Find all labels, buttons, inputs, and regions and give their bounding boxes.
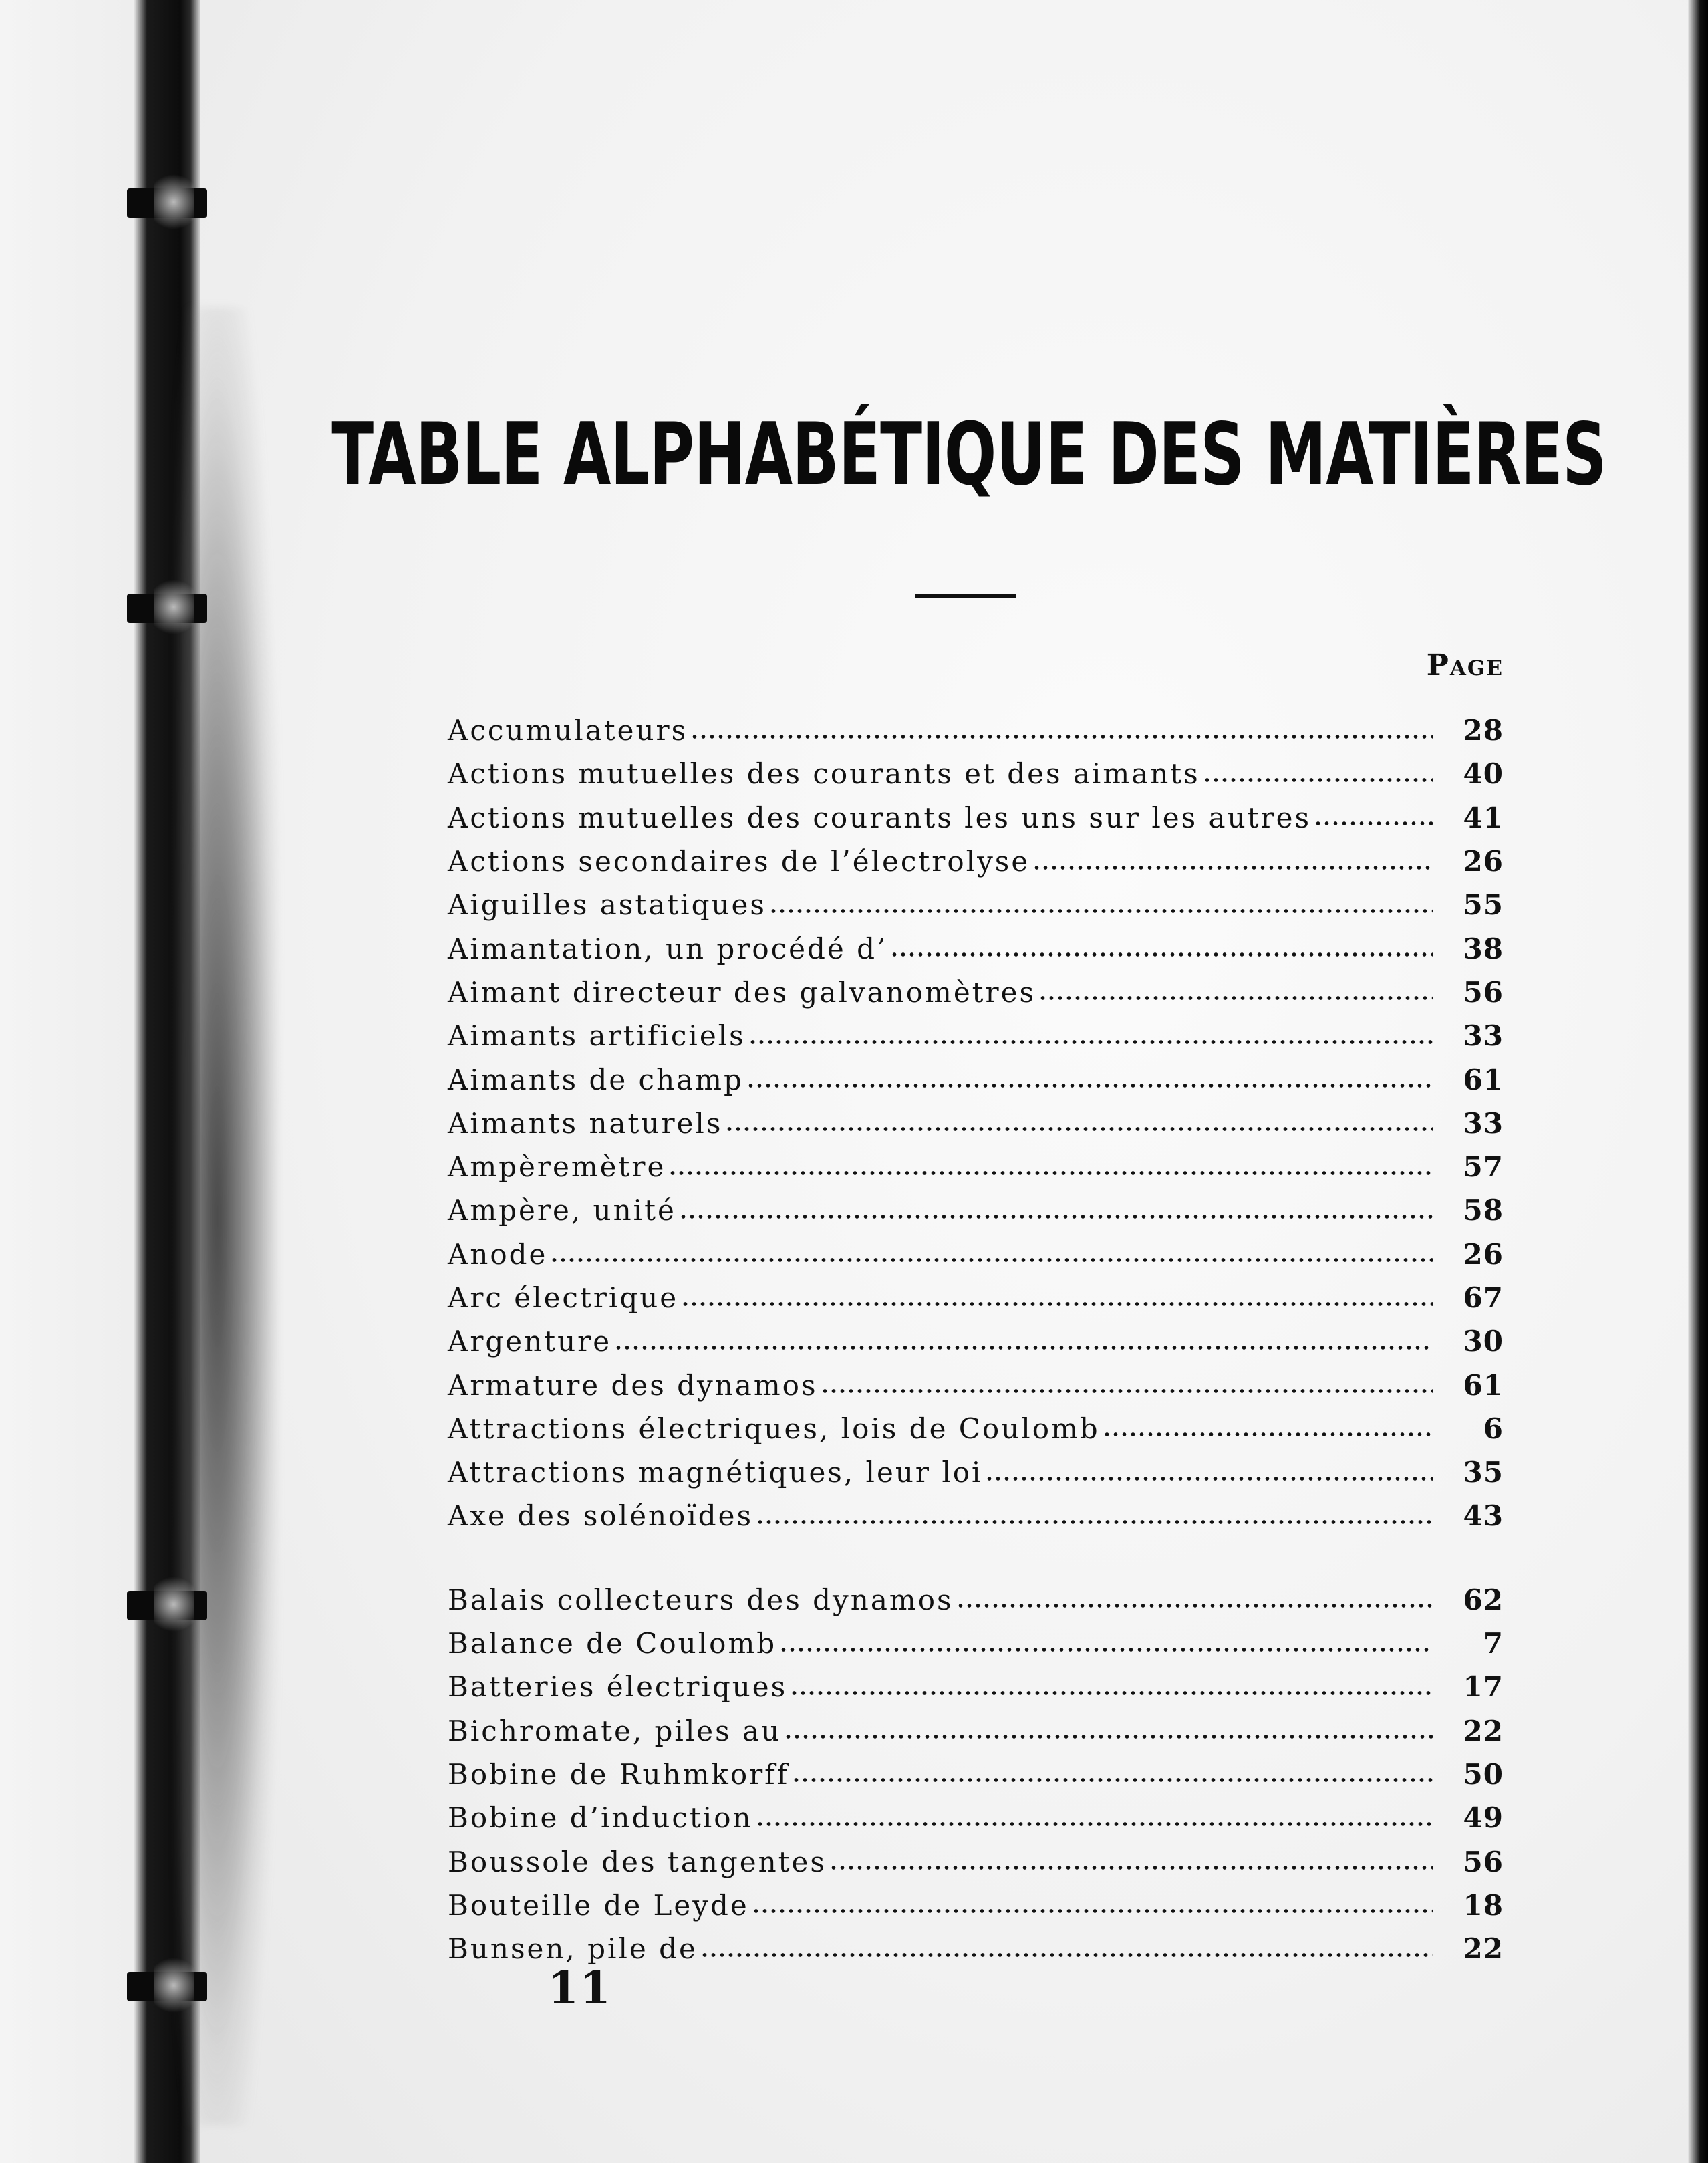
dot-leader [746, 1083, 1433, 1088]
entry-page-number: 67 [1463, 1281, 1504, 1314]
index-entry [448, 883, 1504, 926]
entry-label: Attractions électriques, lois de Coulomb [448, 1412, 1100, 1445]
index-entry [448, 1057, 1504, 1101]
page-edge-shadow [1688, 0, 1708, 2163]
entry-page-number: 6 [1483, 1412, 1504, 1445]
entry-page-number: 62 [1463, 1583, 1504, 1616]
dot-leader [756, 1519, 1433, 1525]
index-entry [448, 1102, 1504, 1145]
entry-label: Boussole des tangentes [448, 1845, 827, 1878]
dot-leader [1032, 865, 1433, 870]
entry-page-number: 38 [1463, 932, 1504, 965]
entry-label: Actions secondaires de l’électrolyse [448, 845, 1030, 878]
entry-label: Bobine d’induction [448, 1801, 753, 1835]
index-entry [448, 796, 1504, 840]
entry-page-number: 26 [1463, 1237, 1504, 1271]
index-group-b [448, 1578, 1504, 1971]
index-entry [448, 1014, 1504, 1057]
dot-leader [1103, 1432, 1433, 1437]
index-group-a [448, 709, 1504, 1538]
dot-leader [614, 1345, 1433, 1350]
entry-label: Attractions magnétiques, leur loi [448, 1456, 983, 1489]
index-entry [448, 1665, 1504, 1708]
page-column-header: Page [1426, 648, 1504, 682]
index-entry [448, 752, 1504, 795]
entry-label: Bouteille de Leyde [448, 1888, 749, 1922]
binding-thread [127, 1591, 207, 1620]
dot-leader [725, 1126, 1433, 1132]
entry-page-number: 50 [1463, 1757, 1504, 1791]
dot-leader [752, 1908, 1433, 1914]
index-entries [448, 709, 1504, 1970]
index-entry [448, 1407, 1504, 1450]
entry-page-number: 18 [1463, 1888, 1504, 1922]
index-entry [448, 926, 1504, 970]
entry-label: Aimants naturels [448, 1106, 723, 1140]
binding-thread [127, 594, 207, 623]
dot-leader [890, 952, 1433, 957]
entry-page-number: 7 [1483, 1627, 1504, 1660]
page-title: TABLE ALPHABÉTIQUE DES MATIÈRES [331, 404, 1606, 505]
index-entry [448, 1884, 1504, 1927]
dot-leader [769, 908, 1433, 914]
entry-label: Bobine de Ruhmkorff [448, 1757, 790, 1791]
index-entry [448, 1796, 1504, 1839]
index-entry [448, 1319, 1504, 1363]
entry-page-number: 57 [1463, 1150, 1504, 1184]
page-number: 11 [548, 1962, 612, 2014]
entry-page-number: 58 [1463, 1194, 1504, 1227]
index-entry [448, 1450, 1504, 1494]
index-entry [448, 1709, 1504, 1753]
dot-leader [700, 1952, 1433, 1958]
entry-page-number: 30 [1463, 1325, 1504, 1358]
entry-page-number: 43 [1463, 1499, 1504, 1533]
entry-page-number: 41 [1463, 801, 1504, 834]
dot-leader [679, 1214, 1433, 1219]
dot-leader [681, 1301, 1433, 1307]
index-entry [448, 1578, 1504, 1622]
entry-label: Ampèremètre [448, 1150, 666, 1184]
entry-page-number: 28 [1463, 714, 1504, 747]
index-entry [448, 1188, 1504, 1232]
binding-margin [0, 0, 200, 2163]
index-entry [448, 1145, 1504, 1188]
entry-label: Axe des solénoïdes [448, 1499, 754, 1533]
title-rule [915, 594, 1016, 598]
dot-leader [668, 1170, 1433, 1176]
entry-page-number: 40 [1463, 757, 1504, 791]
index-entry [448, 1494, 1504, 1537]
entry-label: Aimant directeur des galvanomètres [448, 975, 1036, 1009]
entry-page-number: 49 [1463, 1801, 1504, 1835]
entry-page-number: 61 [1463, 1063, 1504, 1096]
entry-label: Ampère, unité [448, 1194, 676, 1227]
entry-label: Actions mutuelles des courants les uns sur les autres [448, 801, 1312, 834]
entry-page-number: 33 [1463, 1019, 1504, 1053]
entry-label: Aimantation, un procédé d’ [448, 932, 888, 965]
group-spacer [448, 1538, 1504, 1578]
binding-thread [127, 188, 207, 218]
index-entry [448, 1753, 1504, 1796]
entry-page-number: 17 [1463, 1670, 1504, 1704]
entry-page-number: 56 [1463, 1845, 1504, 1878]
entry-page-number: 22 [1463, 1714, 1504, 1747]
entry-page-number: 55 [1463, 888, 1504, 922]
dot-leader [790, 1690, 1433, 1696]
entry-label: Bichromate, piles au [448, 1714, 782, 1747]
entry-label: Actions mutuelles des courants et des aimants [448, 757, 1200, 791]
dot-leader [550, 1257, 1433, 1263]
dot-leader [779, 1647, 1433, 1652]
index-entry [448, 1276, 1504, 1319]
index-entry [448, 1233, 1504, 1276]
dot-leader [784, 1734, 1433, 1739]
entry-label: Anode [448, 1237, 548, 1271]
dot-leader [690, 734, 1433, 739]
entry-label: Aimants artificiels [448, 1019, 746, 1053]
dot-leader [756, 1821, 1433, 1827]
index-entry [448, 709, 1504, 752]
entry-label: Argenture [448, 1325, 612, 1358]
entry-page-number: 22 [1463, 1932, 1504, 1966]
dot-leader [985, 1476, 1433, 1481]
entry-label: Aimants de champ [448, 1063, 744, 1096]
index-entry [448, 840, 1504, 883]
index-entry [448, 1839, 1504, 1883]
entry-label: Batteries électriques [448, 1670, 788, 1704]
entry-page-number: 35 [1463, 1456, 1504, 1489]
dot-leader [1038, 995, 1433, 1001]
entry-page-number: 56 [1463, 975, 1504, 1009]
entry-label: Bunsen, pile de [448, 1932, 698, 1966]
index-entry [448, 1363, 1504, 1406]
entry-label: Arc électrique [448, 1281, 679, 1314]
dot-leader [792, 1777, 1433, 1783]
dot-leader [748, 1039, 1433, 1045]
entry-page-number: 61 [1463, 1368, 1504, 1402]
entry-page-number: 26 [1463, 845, 1504, 878]
entry-label: Aiguilles astatiques [448, 888, 766, 922]
dot-leader [1203, 777, 1433, 783]
binding-thread [127, 1972, 207, 2001]
index-entry [448, 1622, 1504, 1665]
dot-leader [829, 1865, 1433, 1870]
entry-page-number: 33 [1463, 1106, 1504, 1140]
dot-leader [821, 1388, 1433, 1394]
dot-leader [956, 1603, 1433, 1608]
entry-label: Accumulateurs [448, 714, 688, 747]
index-entry [448, 971, 1504, 1014]
dot-leader [1314, 821, 1433, 826]
entry-label: Balais collecteurs des dynamos [448, 1583, 954, 1616]
entry-label: Armature des dynamos [448, 1368, 818, 1402]
entry-label: Balance de Coulomb [448, 1627, 777, 1660]
